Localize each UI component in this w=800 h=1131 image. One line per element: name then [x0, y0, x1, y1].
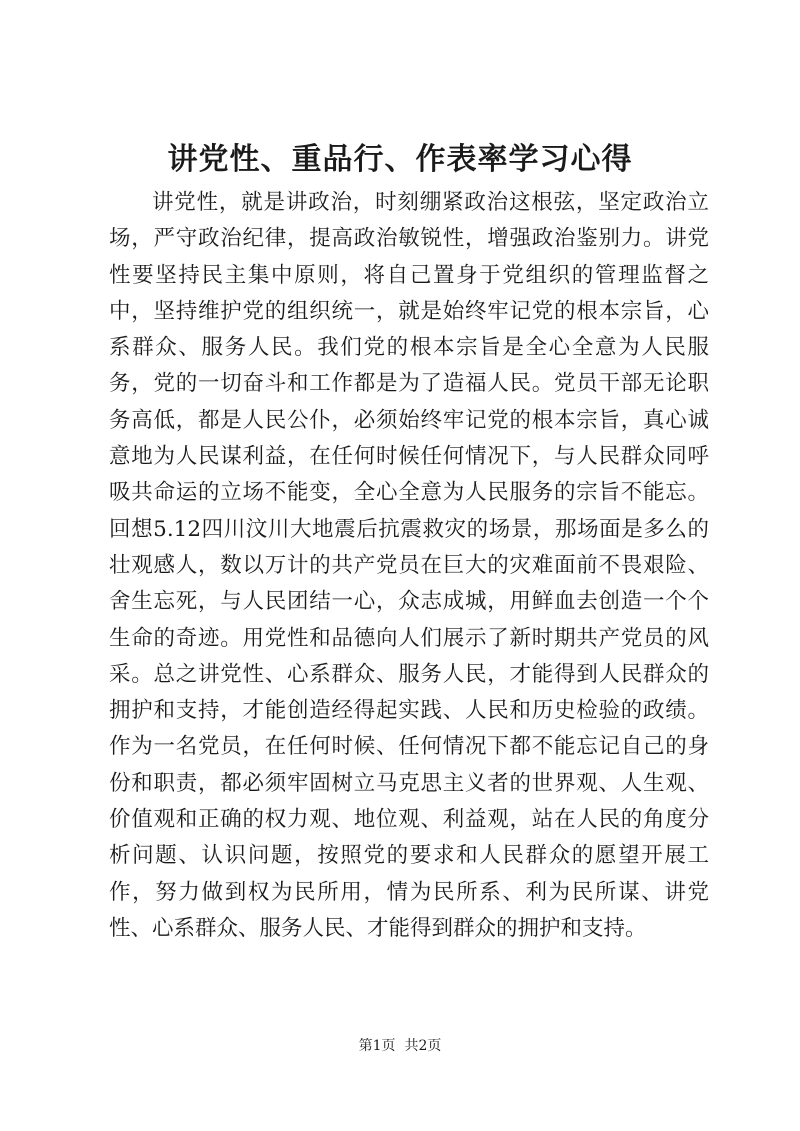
page-number-total: 共2页 [404, 1038, 442, 1054]
page-footer [0, 1036, 800, 1056]
body-paragraph: 讲党性，就是讲政治，时刻绷紧政治这根弦，坚定政治立场，严守政治纪律，提高政治敏锐性，增强政治鉴别力。讲党性要坚持民主集中原则，将自己置身于党组织的管理监督之中，坚持维护党的组织统一，就是始终牢记党的根本宗旨，心系群众、服务人民。我们党的根本宗旨是全心全意为人民服务，党的一切奋斗和工作都是为了造福人民。党员干部无论职务高低，都是人民公仆，必须始终牢记党的根本宗旨，真心诚意地为人民谋利益，在任何时候任何情况下，与人民群众同呼吸共命运的立场不能变，全心全意为人民服务的宗旨不能忘。回想5.12四川汶川大地震后抗震救灾的场景，那场面是多么的壮观感人，数以万计的共产党员在巨大的灾难面前不畏艰险、舍生忘死，与人民团结一心，众志成城，用鲜血去创造一个个生命的奇迹。用党性和品德向人们展示了新时期共产党员的风采。总之讲党性、心系群众、服务人民，才能得到人民群众的拥护和支持，才能创造经得起实践、人民和历史检验的政绩。作为一名党员，在任何时候、任何情况下都不能忘记自己的身份和职责，都必须牢固树立马克思主义者的世界观、人生观、价值观和正确的权力观、地位观、利益观，站在人民的角度分析问题、认识问题，按照党的要求和人民群众的愿望开展工作，努力做到权为民所用，情为民所系、利为民所谋、讲党性、心系群众、服务人民、才能得到群众的拥护和支持。 [109, 190, 709, 941]
page-number-current: 第1页 [358, 1038, 396, 1054]
document-title: 讲党性、重品行、作表率学习心得 [167, 142, 633, 177]
